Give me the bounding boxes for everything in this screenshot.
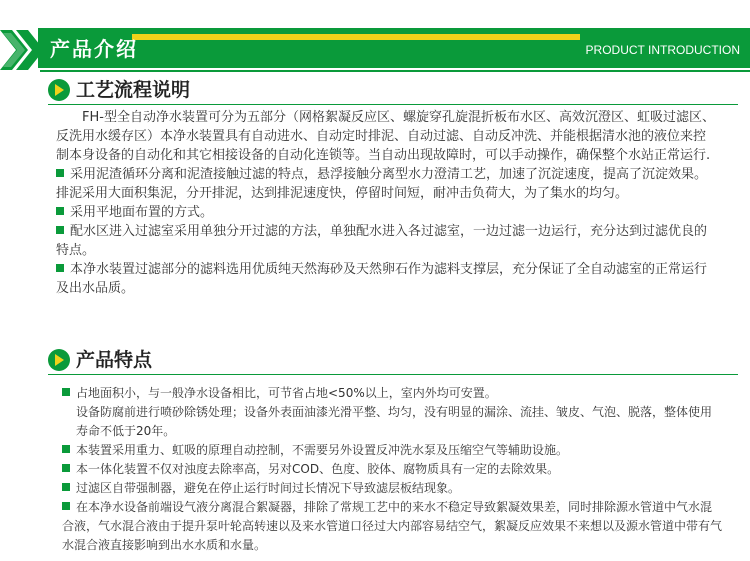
process-bullet: 本净水装置过滤部分的滤料选用优质纯天然海砂及天然卵石作为滤料支撑层，充分保证了全自动滤室的正常运行及出水品质。 <box>56 262 708 296</box>
feature-item: 本一体化装置不仅对浊度去除率高，另对COD、色度、胶体、腐物质具有一定的去除效果。 <box>62 460 722 479</box>
bullet-square-icon <box>62 464 70 472</box>
features-title: 产品特点 <box>76 349 153 371</box>
feature-item: 在本净水设备前端设气液分离混合絮凝器，排除了常规工艺中的来水不稳定导致絮凝效果差，同时排除源水管道中气水混合液，气水混合液由于提升泵叶轮高转速以及来水管道口径过大内部容易结空气，絮凝反应效果不来想以及源水管道中带有气水混合液直接影响到出水水质和水量。 <box>62 500 723 552</box>
page-subtitle-en: PRODUCT INTRODUCTION <box>585 43 740 57</box>
feature-item: 占地面积小，与一般净水设备相比，可节省占地<50%以上，室内外均可安置。 <box>62 384 722 403</box>
section-banner <box>0 8 750 78</box>
bullet-square-icon <box>62 502 70 510</box>
process-intro: FH-型全自动净水装置可分为五部分（网格絮凝反应区、螺旋穿孔旋混折板布水区、高效沉澄区、虹吸过滤区、反洗用水缓存区）本净水装置具有自动进水、自动定时排泥、自动过滤、自动反冲洗、并能根据清水池的液位来控制本身设备的自动化和其它相接设备的自动化连锁等。当自动出现故障时，可以手动操作，确保整个水站正常运行. <box>56 110 715 163</box>
banner-underline <box>40 70 750 72</box>
bullet-square-icon <box>62 445 70 453</box>
process-bullet: 采用平地面布置的方式。 <box>56 203 716 222</box>
bullet-square-icon <box>56 169 64 177</box>
feature-subtext: 设备防腐前进行喷砂除锈处理；设备外表面油漆光滑平整、均匀，没有明显的漏涂、流挂、皱皮、气泡、脱落，整体使用寿命不低于20年。 <box>76 405 713 438</box>
features-divider <box>48 374 738 375</box>
bullet-square-icon <box>62 388 70 396</box>
process-bullet: 采用泥渣循环分离和泥渣接触过滤的特点，悬浮接触分离型水力澄清工艺，加速了沉淀速度，提高了沉淀效果。排泥采用大面积集泥，分开排泥，达到排泥速度快，停留时间短，耐冲击负荷大，为了集水的均匀。 <box>56 167 708 201</box>
feature-item: 本装置采用重力、虹吸的原理自动控制，不需要另外设置反冲洗水泵及压缩空气等辅助设施。 <box>62 441 722 460</box>
feature-item: 过滤区自带强制器，避免在停止运行时间过长情况下导致滤层板结现象。 <box>62 479 722 498</box>
process-title: 工艺流程说明 <box>76 79 191 101</box>
double-chevron-icon <box>0 30 44 70</box>
process-divider <box>48 104 738 105</box>
bullet-square-icon <box>62 483 70 491</box>
process-bullet: 配水区进入过滤室采用单独分开过滤的方法，单独配水进入各过滤室，一边过滤一边运行，充分达到过滤优良的特点。 <box>56 224 708 258</box>
play-circle-icon <box>48 349 70 371</box>
process-body <box>56 108 716 298</box>
banner-yellow-stripe <box>132 34 580 40</box>
bullet-square-icon <box>56 226 64 234</box>
bullet-square-icon <box>56 264 64 272</box>
page-title: 产品介绍 <box>50 37 138 61</box>
features-body <box>62 384 722 555</box>
play-circle-icon <box>48 79 70 101</box>
bullet-square-icon <box>56 207 64 215</box>
